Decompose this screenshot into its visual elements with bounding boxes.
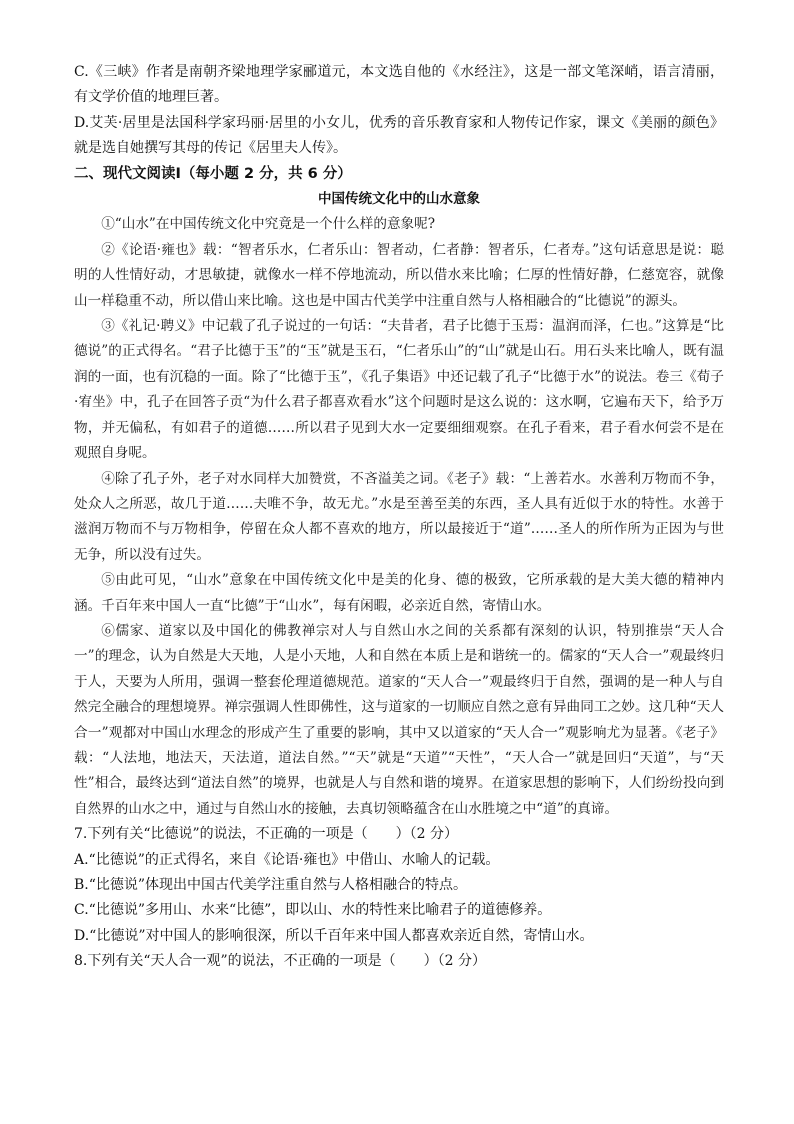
question-8-stem: 8.下列有关“天人合一观”的说法，不正确的一项是（ ）（2 分）	[74, 953, 487, 970]
article-paragraph-4: ④除了孔子外，老子对水同样大加赞赏，不吝溢美之词。《老子》载：“上善若水。水善利万物而不争，处众人之所恶，故几于道……夫唯不争，故无尤。”水是至善至美的东西，圣人具有近似于水的特性。水善于滋润万物而不与万物相争，停留在众人都不喜欢的地方，所以最接近于“道”……圣人的所作所为正因为与世无争，所以没有过失。	[74, 470, 724, 563]
exam-page	[74, 60, 724, 975]
article-title: 中国传统文化中的山水意象	[318, 191, 480, 208]
article-paragraph-5: ⑤由此可见，“山水”意象在中国传统文化中是美的化身、德的极致，它所承载的是大美大德的精神内涵。千百年来中国人一直“比德”于“山水”，每有闲暇，必亲近自然，寄情山水。	[74, 572, 724, 614]
article-paragraph-2: ②《论语·雍也》载：“智者乐水，仁者乐山：智者动，仁者静：智者乐，仁者寿。”这句话意思是说：聪明的人性情好动，才思敏捷，就像水一样不停地流动，所以借水来比喻；仁厚的性情好静，仁慈宽容，就像山一样稳重不动，所以借山来比喻。这也是中国古代美学中注重自然与人格相融合的“比德说”的源头。	[74, 241, 724, 309]
question-7-option-a: A.“比德说”的正式得名，来自《论语·雍也》中借山、水喻人的记载。	[74, 851, 500, 868]
section-heading: 二、现代文阅读Ⅰ（每小题 2 分，共 6 分）	[74, 165, 352, 182]
option-c-three-gorges: C.《三峡》作者是南朝齐梁地理学家郦道元，本文选自他的《水经注》，这是一部文笔深峭，语言清丽，有文学价值的地理巨著。	[74, 64, 724, 106]
article-paragraph-3: ③《礼记·聘义》中记载了孔子说过的一句话：“夫昔者，君子比德于玉焉：温润而泽，仁也。”这算是“比德说”的正式得名。“君子比德于玉”的“玉”就是玉石，“仁者乐山”的“山”就是山石。用石头来比喻人，既有温润的一面，也有沉稳的一面。除了“比德于玉”，《孔子集语》中还记载了孔子“比德于水”的说法。卷三《荀子·宥坐》中，孔子在回答子贡“为什么君子都喜欢看水”这个问题时是这么说的：这水啊，它遍布天下，给予万物，并无偏私，有如君子的道德……所以君子见到大水一定要细细观察。在孔子看来，君子看水何尝不是在观照自身呢。	[74, 318, 724, 462]
article-paragraph-1: ①“山水”在中国传统文化中究竟是一个什么样的意象呢?	[101, 216, 436, 233]
question-7-stem: 7.下列有关“比德说”的说法，不正确的一项是（ ）（2 分）	[74, 826, 459, 843]
question-7-option-b: B.“比德说”体现出中国古代美学注重自然与人格相融合的特点。	[74, 877, 468, 893]
option-d-eve-curie: D.艾芙·居里是法国科学家玛丽·居里的小女儿，优秀的音乐教育家和人物传记作家，课文《美丽的颜色》就是选自她撰写其母的传记《居里夫人传》。	[74, 114, 724, 157]
article-paragraph-6: ⑥儒家、道家以及中国化的佛教禅宗对人与自然山水之间的关系都有深刻的认识，特别推崇“天人合一”的理念，认为自然是大天地，人是小天地，人和自然在本质上是和谐统一的。儒家的“天人合一”观最终归于人，天要为人所用，强调一整套伦理道德规范。道家的“天人合一”观最终归于自然，强调的是一种人与自然完全融合的理想境界。禅宗强调人性即佛性，这与道家的一切顺应自然之意有异曲同工之妙。这几种“天人合一”观都对中国山水理念的形成产生了重要的影响，其中又以道家的“天人合一”观影响尤为显著。《老子》载：“人法地，地法天，天法道，道法自然。”“天”就是“天道”“天性”，“天人合一”就是回归“天道”，与“天性”相合，最终达到“道法自然”的境界，也就是人与自然和谐的境界。在道家思想的影响下，人们纷纷投向到自然界的山水之中，通过与自然山水的接触，去真切领略蕴含在山水胜境之中“道”的真谛。	[74, 622, 724, 817]
question-7-option-d: D.“比德说”对中国人的影响很深，所以千百年来中国人都喜欢亲近自然，寄情山水。	[74, 927, 594, 944]
question-7-option-c: C.“比德说”多用山、水来“比德”，即以山、水的特性来比喻君子的道德修养。	[74, 902, 552, 919]
